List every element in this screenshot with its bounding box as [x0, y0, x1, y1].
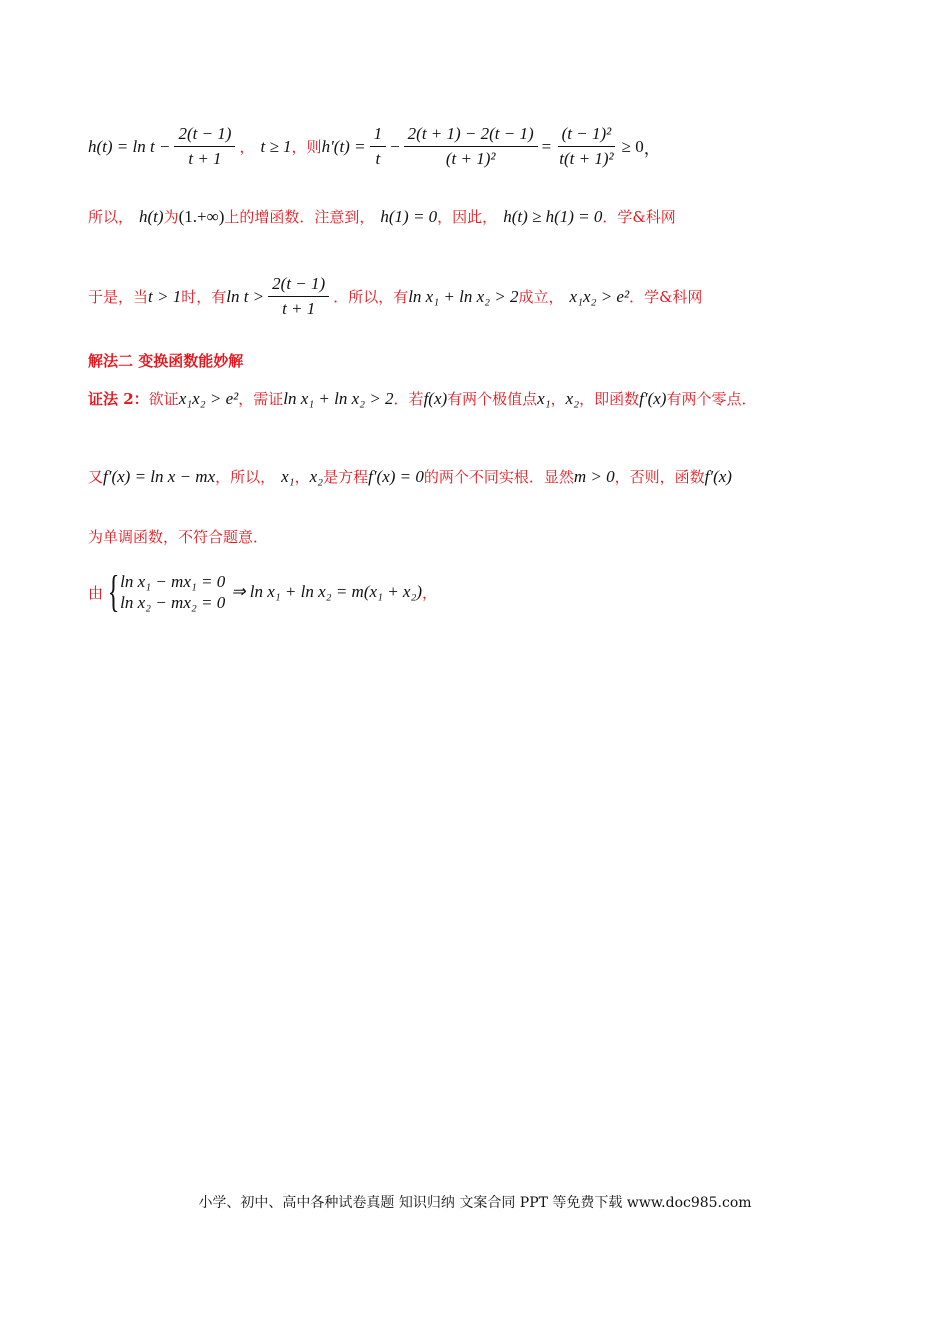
equation-2: ln x₂ − mx₂ = 0 [120, 593, 226, 612]
proof-label: 证法 2： [88, 390, 149, 408]
fraction-denominator: t + 1 [282, 299, 316, 319]
text-monotonic: 为单调函数，不符合题意． [88, 528, 269, 546]
left-brace: { [107, 567, 120, 616]
text-shifangcheng: 是方程 [323, 468, 369, 486]
text-line-6 [88, 526, 268, 547]
math-h-1-eq-0: h(1) = 0 [380, 206, 438, 226]
text-suoyi: ，所以， [215, 468, 276, 486]
implication: ⇒ ln x₁ + ln x₂ = m(x₁ + x₂) [231, 582, 423, 601]
watermark-text: ．学&科网 [629, 288, 703, 307]
math-x2: x₂ [309, 466, 324, 486]
text-yinci: ，因此， [437, 208, 498, 226]
math-f-prime-x: f′(x) [639, 388, 667, 408]
math-lnx1-plus-lnx2: ln x₁ + ln x₂ > 2 [283, 388, 394, 408]
math-interval: (1.+∞) [178, 206, 225, 226]
text-two-zeros: 有两个零点． [666, 390, 757, 408]
text-ruo: ．若 [393, 390, 424, 408]
heading-text: 解法二 变换函数能妙解 [88, 352, 244, 370]
text-chengli: 成立， [518, 288, 564, 307]
fraction-numerator: 2(t − 1) [174, 124, 235, 147]
text-yuzheng: 欲证 [148, 390, 179, 408]
math-t-gt-1: t > 1 [148, 286, 182, 306]
text-jihanshu: ，即函数 [579, 390, 640, 408]
comma: ， [550, 390, 566, 408]
text-line-2 [88, 206, 676, 227]
comma: ， [239, 138, 255, 157]
equals-sign: = [541, 136, 552, 156]
section-heading [88, 350, 243, 371]
fraction-denominator: t + 1 [188, 149, 222, 169]
math-f-x: f(x) [423, 388, 448, 408]
text-xuzheng: ，需证 [238, 390, 284, 408]
comma: ， [643, 139, 661, 159]
fraction-1-over-t [370, 124, 387, 170]
fraction-numerator: 1 [370, 124, 387, 147]
system-line-7 [88, 567, 438, 616]
math-ln-t-gt: ln t > [226, 286, 265, 306]
text-wei: 为 [163, 208, 179, 226]
math-x1x2-gt-e2: x₁x₂ > e² [569, 286, 630, 306]
text-ze: ，则 [291, 138, 322, 157]
fraction-difference [404, 124, 538, 170]
math-x1: x₁ [281, 466, 295, 486]
text-yushi: 于是，当 [88, 288, 149, 307]
fraction-numerator: 2(t − 1) [268, 274, 329, 297]
math-h-t: h(t) [139, 206, 164, 226]
comma: ， [422, 583, 438, 602]
minus-sign: − [390, 136, 400, 156]
math-lnx1-plus-lnx2: ln x₁ + ln x₂ > 2 [408, 286, 519, 306]
equation-system [120, 571, 225, 614]
h-definition: h(t) = ln t − [88, 136, 171, 156]
fraction-denominator: t [375, 149, 381, 169]
math-x2: x₂ [565, 388, 580, 408]
ge-zero: ≥ 0 [621, 136, 644, 156]
text-suoyi-you: ．所以，有 [333, 288, 409, 307]
comma: ， [294, 468, 310, 486]
fraction-2t-1-over-t+1 [268, 274, 329, 320]
fraction-2t-1-over-t+1 [174, 124, 235, 170]
math-m-gt-0: m > 0 [573, 466, 615, 486]
text-you: 由 [88, 583, 104, 602]
text-line-3 [88, 274, 702, 320]
fraction-numerator: 2(t + 1) − 2(t − 1) [404, 124, 538, 147]
text-suoyi: 所以， [88, 208, 134, 226]
text-distinct-roots: 的两个不同实根．显然 [423, 468, 574, 486]
watermark-text: ．学&科网 [602, 208, 676, 226]
formula-line-1 [88, 124, 661, 170]
text-line-5 [88, 466, 732, 487]
page-footer: 小学、初中、高中各种试卷真题 知识归纳 文案合同 PPT 等免费下载 www.doc985.com [198, 1195, 752, 1211]
math-x1: x₁ [537, 388, 551, 408]
math-x1x2-gt-e2: x₁x₂ > e² [178, 388, 239, 408]
equation-1: ln x₁ − mx₁ = 0 [120, 571, 226, 591]
text-you: 又 [88, 468, 104, 486]
text-extreme-points: 有两个极值点 [447, 390, 538, 408]
text-shiyou: 时，有 [181, 288, 227, 307]
text-fouze: ，否则，函数 [614, 468, 705, 486]
condition-t-ge-1: t ≥ 1 [260, 136, 292, 156]
fraction-result [555, 124, 617, 170]
text-line-4 [88, 388, 756, 409]
math-h-t-ge-h-1: h(t) ≥ h(1) = 0 [503, 206, 603, 226]
fraction-denominator: t(t + 1)² [559, 149, 614, 169]
fraction-denominator: (t + 1)² [445, 149, 496, 169]
text-increasing: 上的增函数．注意到， [224, 208, 375, 226]
math-f-prime-x: f′(x) [704, 466, 732, 486]
math-f-prime-eq-0: f′(x) = 0 [368, 466, 424, 486]
math-f-prime-def: f′(x) = ln x − mx [103, 466, 216, 486]
fraction-numerator: (t − 1)² [558, 124, 616, 147]
derivative-lhs: h′(t) = [321, 136, 366, 156]
